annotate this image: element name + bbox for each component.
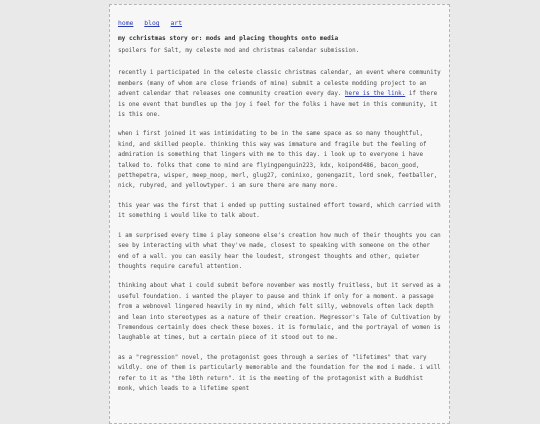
post-subtitle: spoilers for Salt, my celeste mod and christmas calendar submission. xyxy=(118,48,360,54)
paragraph-1-before: recently i participated in the celeste classic christmas calendar, an event where community members (many of whom are close friends of mine) submit a celeste modding project to an advent calendar that releases one community creation every day. xyxy=(118,70,441,98)
paragraph-1 xyxy=(118,68,441,120)
nav-link-blog[interactable]: blog xyxy=(144,19,160,27)
paragraph-4: i am surprised every time i play someone else's creation how much of their thoughts you can see by interacting with what they've made, closest to speaking with someone on the other end of a wall. you can easily hear the loudest, strongest thoughts and other, quieter thoughts require careful attention. xyxy=(118,232,441,270)
blog-post-page xyxy=(109,4,450,424)
paragraph-3: this year was the first that i ended up putting sustained effort toward, which carried with it something i would like to talk about. xyxy=(118,202,441,220)
nav-link-home[interactable]: home xyxy=(118,19,134,27)
top-nav xyxy=(118,19,441,27)
post-title: my cchristmas story or: mods and placing thoughts onto media xyxy=(118,35,339,42)
paragraph-5: thinking about what i could submit before november was mostly fruitless, but it served as a useful foundation. i wanted the player to pause and think if only for a moment. a passage from a webnovel lingered heavily in my mind, which felt silly, webnovels often lack depth and lean into stereotypes as a nature of their creation. Megressor's Tale of Cultivation by Tremendous certainly does check these boxes. it is formulaic, and the portrayal of women is laughable at times, but a certain piece of it stood out to me. xyxy=(118,283,441,342)
nav-link-art[interactable]: art xyxy=(170,19,183,27)
paragraph-2: when i first joined it was intimidating to be in the same space as so many thoughtful, kind, and skilled people. thinking this way was immature and fragile but the feeling of admiration is something that lingers with me to this day. i look up to everyone i have talked to. folks that come to mind are flyingpenguin223, kdx, koipond486, bacon_good, petthepetra, wisper, meep_moop, merl, glug27, cominixo, gonengazit, lord snek, feetballer, nick, rubyred, and yellowtyper. i am sure there are many more. xyxy=(118,131,438,190)
calendar-link[interactable]: here is the link. xyxy=(344,91,406,98)
paragraph-6: as a "regression" novel, the protagonist goes through a series of "lifetimes" that vary wildly. one of them is particularly memorable and the foundation for the mod i made. i will refer to it as "the 10th return". it is the meeting of the protagonist with a Buddhist monk, which leads to a lifetime spent xyxy=(118,354,441,392)
paragraph-1-after: if there is one event that bundles up the joy i feel for the folks i have met in this community, it is this one. xyxy=(118,91,438,119)
